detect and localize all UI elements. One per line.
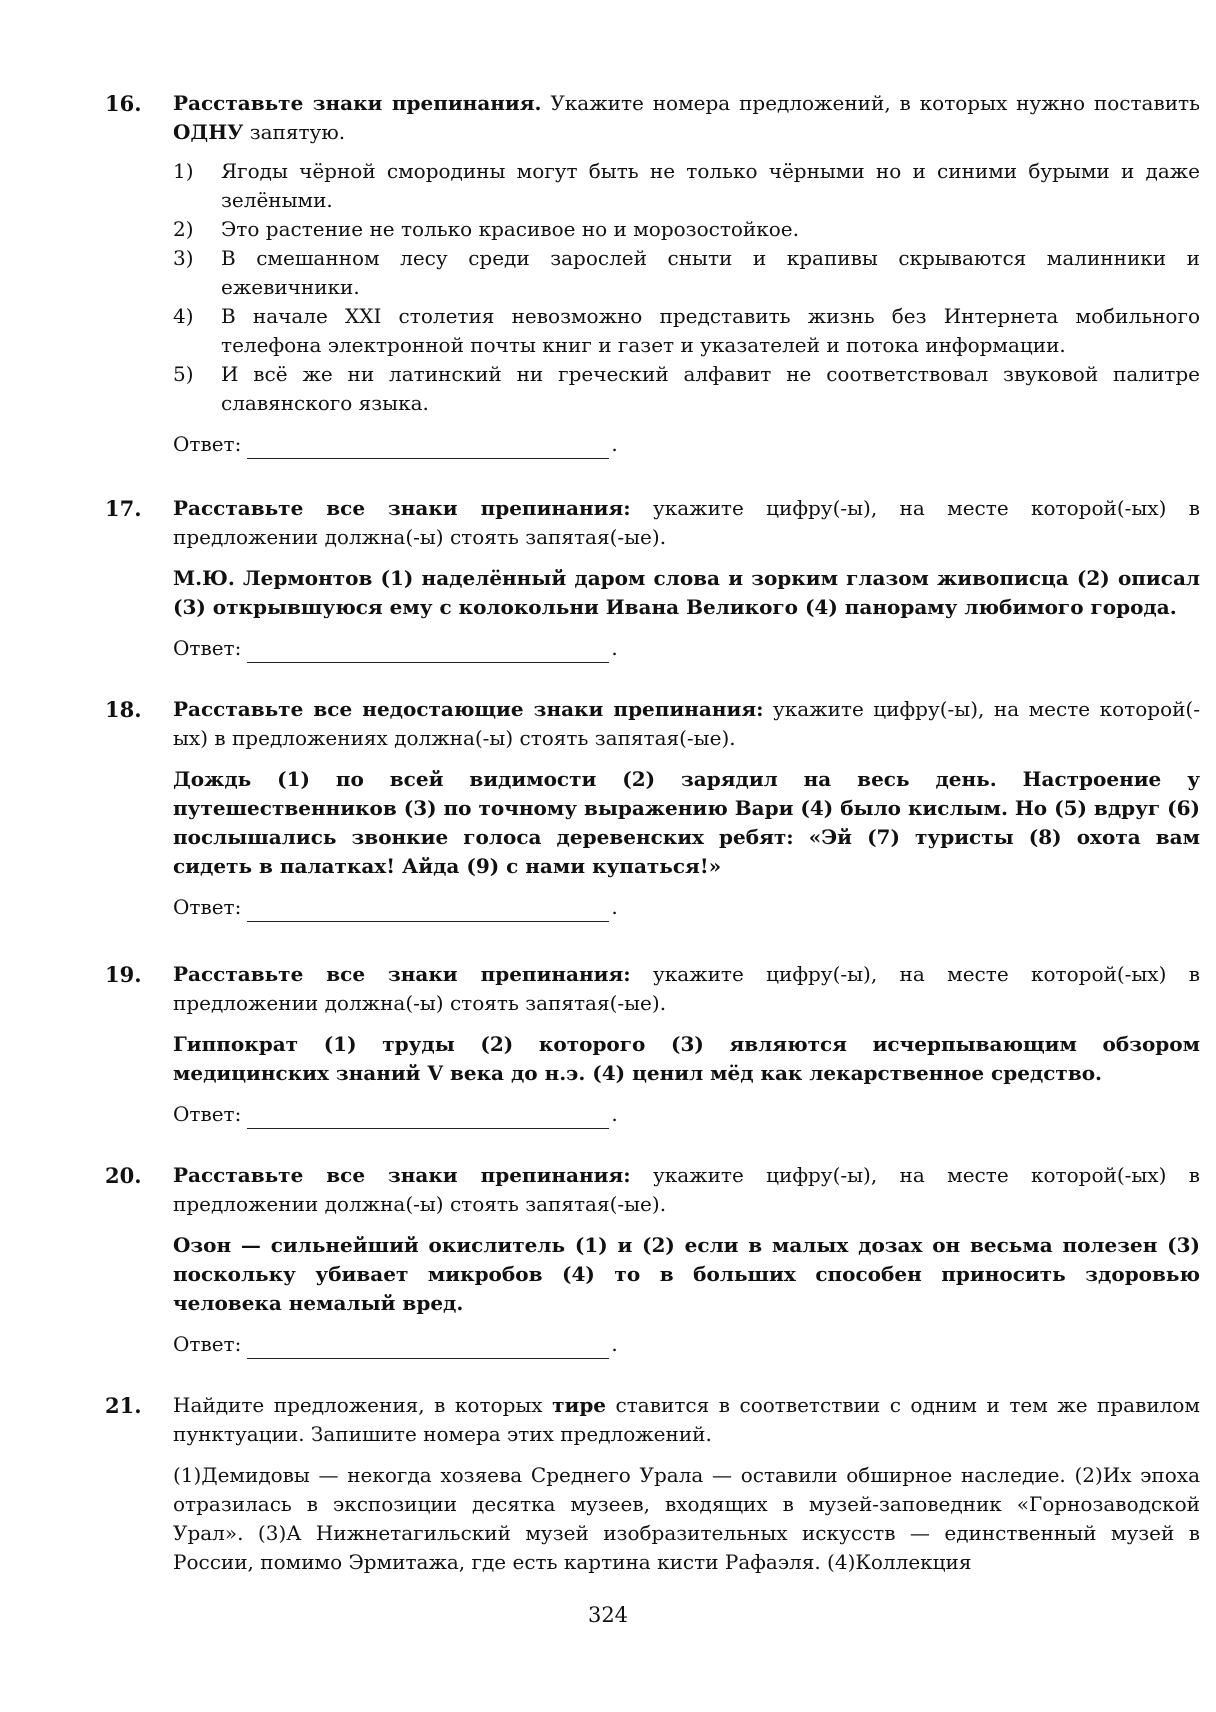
task-body — [173, 494, 1200, 663]
task-number: 21. — [105, 1393, 142, 1418]
answer-field[interactable] — [247, 899, 609, 922]
task-17 — [105, 494, 1205, 663]
task-body — [173, 1161, 1200, 1359]
answer-label: Ответ: — [173, 1332, 242, 1356]
answer-label: Ответ: — [173, 432, 242, 456]
option-1 — [173, 157, 1200, 215]
answer-row: Ответ: . — [173, 430, 1200, 459]
answer-label: Ответ: — [173, 636, 242, 660]
task-sentence: Дождь (1) по всей видимости (2) зарядил на весь день. Настроение у путешественников (3) по точному выражению Вари (4) было кислым. Но (5) вдруг (6) послышались звонкие голоса деревенских ребят: «Эй (7) туристы (8) охота вам сидеть в палатках! Айда (9) с нами купаться!» — [173, 767, 1200, 878]
instruction-text-end: ставится в соответствии с одним и тем же правилом пунктуации. Запишите номера этих предложений. — [173, 1393, 1200, 1446]
task-instruction — [173, 89, 1200, 147]
task-number: 19. — [105, 962, 142, 987]
task-number: 17. — [105, 496, 142, 521]
task-instruction — [173, 1391, 1200, 1449]
option-text: В смешанном лесу среди зарослей сныти и крапивы скрываются малинники и ежевичники. — [221, 246, 1200, 299]
instruction-bold: Расставьте знаки препинания. — [173, 91, 542, 115]
answer-field[interactable] — [247, 640, 609, 663]
option-5 — [173, 360, 1200, 418]
task-16 — [105, 89, 1205, 459]
task-instruction — [173, 494, 1200, 552]
task-instruction — [173, 960, 1200, 1018]
instruction-text: укажите цифру(-ы), на месте которой(-ых) в предложении должна(-ы) стоять запятая(-ые). — [173, 962, 1200, 1015]
answer-field[interactable] — [247, 1336, 609, 1359]
option-text: Это растение не только красивое но и морозостойкое. — [221, 217, 799, 241]
task-sentence: Озон — сильнейший окислитель (1) и (2) если в малых дозах он весьма полезен (3) поскольку убивает микробов (4) то в больших способен приносить здоровью человека немалый вред. — [173, 1233, 1200, 1315]
answer-row: Ответ: . — [173, 1330, 1200, 1359]
option-text: И всё же ни латинский ни греческий алфавит не соответствовал звуковой палитре славянского языка. — [221, 362, 1200, 415]
answer-row: Ответ: . — [173, 1100, 1200, 1129]
answer-field[interactable] — [247, 436, 609, 459]
option-number: 5) — [173, 362, 194, 386]
option-number: 2) — [173, 217, 194, 241]
instruction-bold: Расставьте все знаки препинания: — [173, 962, 631, 986]
option-2 — [173, 215, 1200, 244]
instruction-text: укажите цифру(-ы), на месте которой(-ых) в предложении должна(-ы) стоять запятая(-ые). — [173, 496, 1200, 549]
task-21 — [105, 1391, 1205, 1577]
option-3 — [173, 244, 1200, 302]
answer-row: Ответ: . — [173, 634, 1200, 663]
instruction-text: укажите цифру(-ы), на месте которой(-ых) в предложениях должна(-ы) стоять запятая(-ые). — [173, 697, 1200, 750]
task-18 — [105, 695, 1205, 922]
options-list — [173, 157, 1200, 418]
instruction-bold: Расставьте все знаки препинания: — [173, 1163, 631, 1187]
task-instruction — [173, 695, 1200, 753]
answer-row: Ответ: . — [173, 893, 1200, 922]
page-number: 324 — [587, 1603, 629, 1627]
instruction-bold: Расставьте все недостающие знаки препинания: — [173, 697, 764, 721]
task-instruction — [173, 1161, 1200, 1219]
answer-label: Ответ: — [173, 1102, 242, 1126]
option-number: 3) — [173, 246, 194, 270]
instruction-text-end: запятую. — [243, 120, 346, 144]
option-text: Ягоды чёрной смородины могут быть не только чёрными но и синими бурыми и даже зелёными. — [221, 159, 1200, 212]
option-number: 4) — [173, 304, 194, 328]
instruction-bold: тире — [552, 1393, 607, 1417]
task-19 — [105, 960, 1205, 1129]
instruction-bold: Расставьте все знаки препинания: — [173, 496, 631, 520]
task-number: 20. — [105, 1163, 142, 1188]
task-number: 16. — [105, 91, 142, 116]
task-number: 18. — [105, 697, 142, 722]
task-sentence: Гиппократ (1) труды (2) которого (3) являются исчерпывающим обзором медицинских знаний V века до н.э. (4) ценил мёд как лекарственное средство. — [173, 1032, 1200, 1085]
task-body — [173, 695, 1200, 922]
option-text: В начале XXI столетия невозможно представить жизнь без Интернета мобильного телефона электронной почты книг и газет и указателей и потока информации. — [221, 304, 1200, 357]
instruction-text: укажите цифру(-ы), на месте которой(-ых) в предложении должна(-ы) стоять запятая(-ые). — [173, 1163, 1200, 1216]
answer-label: Ответ: — [173, 895, 242, 919]
answer-field[interactable] — [247, 1106, 609, 1129]
task-sentence: М.Ю. Лермонтов (1) наделённый даром слова и зорким глазом живописца (2) описал (3) открывшуюся ему с колокольни Ивана Великого (4) панораму любимого города. — [173, 566, 1200, 619]
task-body — [173, 89, 1200, 459]
option-number: 1) — [173, 159, 194, 183]
instruction-emphasis: ОДНУ — [173, 120, 244, 144]
task-text: (1)Демидовы — некогда хозяева Среднего Урала — оставили обширное наследие. (2)Их эпоха отразилась в экспозиции десятка музеев, входящих в музей-заповедник «Горнозаводской Урал». (3)А Нижнетагильский музей изобразительных искусств — единственный музей в России, помимо Эрмитажа, где есть картина кисти Рафаэля. (4)Коллекция — [173, 1463, 1200, 1574]
task-20 — [105, 1161, 1205, 1359]
task-body — [173, 960, 1200, 1129]
instruction-text: Укажите номера предложений, в которых нужно поставить — [541, 91, 1200, 115]
option-4 — [173, 302, 1200, 360]
task-body — [173, 1391, 1200, 1577]
instruction-text: Найдите предложения, в которых — [173, 1393, 553, 1417]
